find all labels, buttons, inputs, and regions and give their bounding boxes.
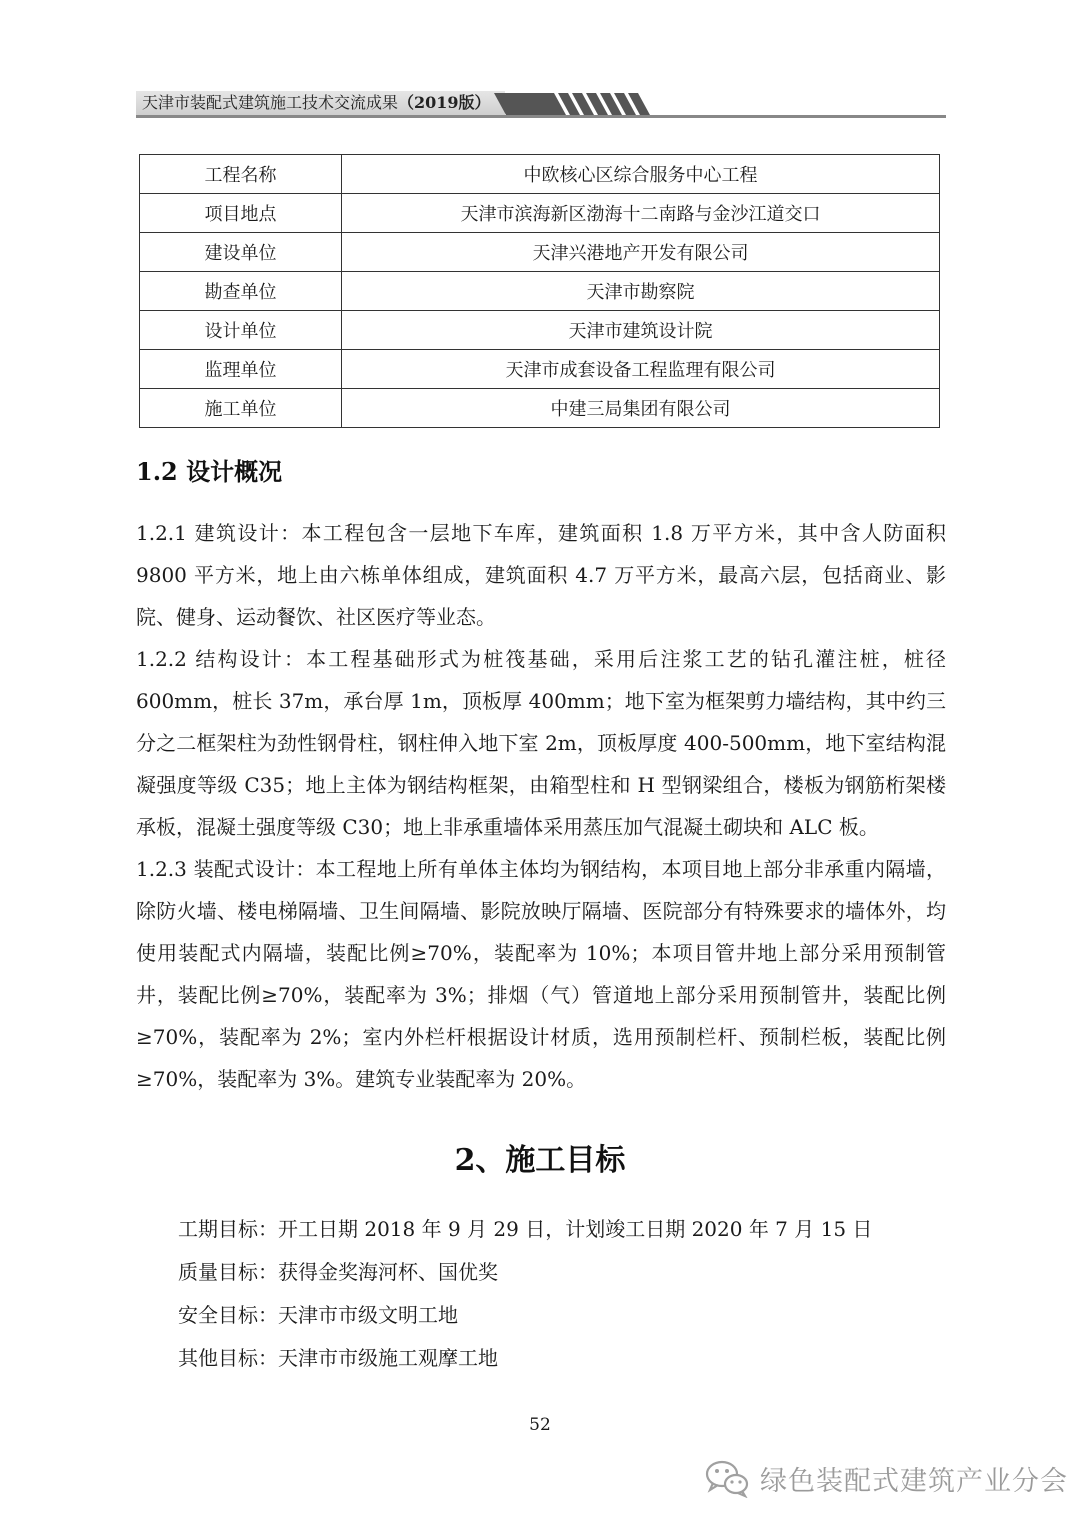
table-key-cell: 施工单位 — [140, 389, 342, 428]
goal-item-quality: 质量目标：获得金奖海河杯、国优奖 — [178, 1260, 498, 1284]
header-title-text: 天津市装配式建筑施工技术交流成果 — [142, 93, 399, 112]
goal-item-other: 其他目标：天津市市级施工观摩工地 — [178, 1346, 498, 1370]
project-info-table — [139, 154, 940, 428]
table-value-cell: 中欧核心区综合服务中心工程 — [342, 155, 940, 194]
table-row — [140, 350, 940, 389]
page-number: 52 — [529, 1415, 551, 1435]
table-row — [140, 311, 940, 350]
table-key-cell: 勘查单位 — [140, 272, 342, 311]
design-overview-body — [136, 512, 946, 1100]
paragraph-architectural-design: 1.2.1 建筑设计：本工程包含一层地下车库，建筑面积 1.8 万平方米，其中含人防面积 9800 平方米，地上由六栋单体组成，建筑面积 4.7 万平方米，最高六层，包括商业、影院、健身、运动餐饮、社区医疗等业态。 — [136, 521, 946, 629]
table-value-cell: 天津市勘察院 — [342, 272, 940, 311]
header-edition: （2019版） — [398, 93, 491, 112]
table-row — [140, 389, 940, 428]
header-stripes-decoration — [494, 93, 724, 115]
watermark-text: 绿色装配式建筑产业分会 — [760, 1465, 1068, 1497]
goal-item-safety: 安全目标：天津市市级文明工地 — [178, 1303, 458, 1327]
paragraph-prefab-design: 1.2.3 装配式设计：本工程地上所有单体主体均为钢结构，本项目地上部分非承重内隔墙，除防火墙、楼电梯隔墙、卫生间隔墙、影院放映厅隔墙、医院部分有特殊要求的墙体外，均使用装配式内隔墙，装配比例≥70%，装配率为 10%；本项目管井地上部分采用预制管井，装配比例≥70%，装配率为 3%；排烟（气）管道地上部分采用预制管井，装配比例≥70%，装配率为 2%；室内外栏杆根据设计材质，选用预制栏杆、预制栏板，装配比例≥70%，装配率为 3%。建筑专业装配率为 20%。 — [136, 857, 946, 1091]
goals-list — [178, 1208, 872, 1380]
section-heading-design-overview: 1.2 设计概况 — [136, 457, 283, 486]
table-key-cell: 监理单位 — [140, 350, 342, 389]
wechat-icon — [704, 1458, 750, 1498]
running-header — [136, 88, 946, 118]
table-value-cell: 天津兴港地产开发有限公司 — [342, 233, 940, 272]
table-row — [140, 155, 940, 194]
table-key-cell: 设计单位 — [140, 311, 342, 350]
table-value-cell: 天津市建筑设计院 — [342, 311, 940, 350]
section-heading-construction-goals: 2、施工目标 — [454, 1143, 626, 1178]
table-key-cell: 工程名称 — [140, 155, 342, 194]
table-key-cell: 建设单位 — [140, 233, 342, 272]
watermark — [704, 1455, 1068, 1501]
table-value-cell: 天津市滨海新区渤海十二南路与金沙江道交口 — [342, 194, 940, 233]
table-key-cell: 项目地点 — [140, 194, 342, 233]
table-row — [140, 194, 940, 233]
table-row — [140, 272, 940, 311]
header-title — [136, 91, 505, 117]
table-value-cell: 中建三局集团有限公司 — [342, 389, 940, 428]
header-rule — [136, 115, 946, 118]
goal-item-schedule: 工期目标：开工日期 2018 年 9 月 29 日，计划竣工日期 2020 年 7 月 15 日 — [178, 1217, 873, 1241]
table-row — [140, 233, 940, 272]
table-value-cell: 天津市成套设备工程监理有限公司 — [342, 350, 940, 389]
paragraph-structural-design: 1.2.2 结构设计：本工程基础形式为桩筏基础，采用后注浆工艺的钻孔灌注桩，桩径 600mm，桩长 37m，承台厚 1m，顶板厚 400mm；地下室为框架剪力墙结构，其中约三分之二框架柱为劲性钢骨柱，钢柱伸入地下室 2m，顶板厚度 400-500mm，地下室结构混凝强度等级 C35；地上主体为钢结构框架，由箱型柱和 H 型钢梁组合，楼板为钢筋桁架楼承板，混凝土强度等级 C30；地上非承重墙体采用蒸压加气混凝土砌块和 ALC 板。 — [136, 647, 946, 839]
